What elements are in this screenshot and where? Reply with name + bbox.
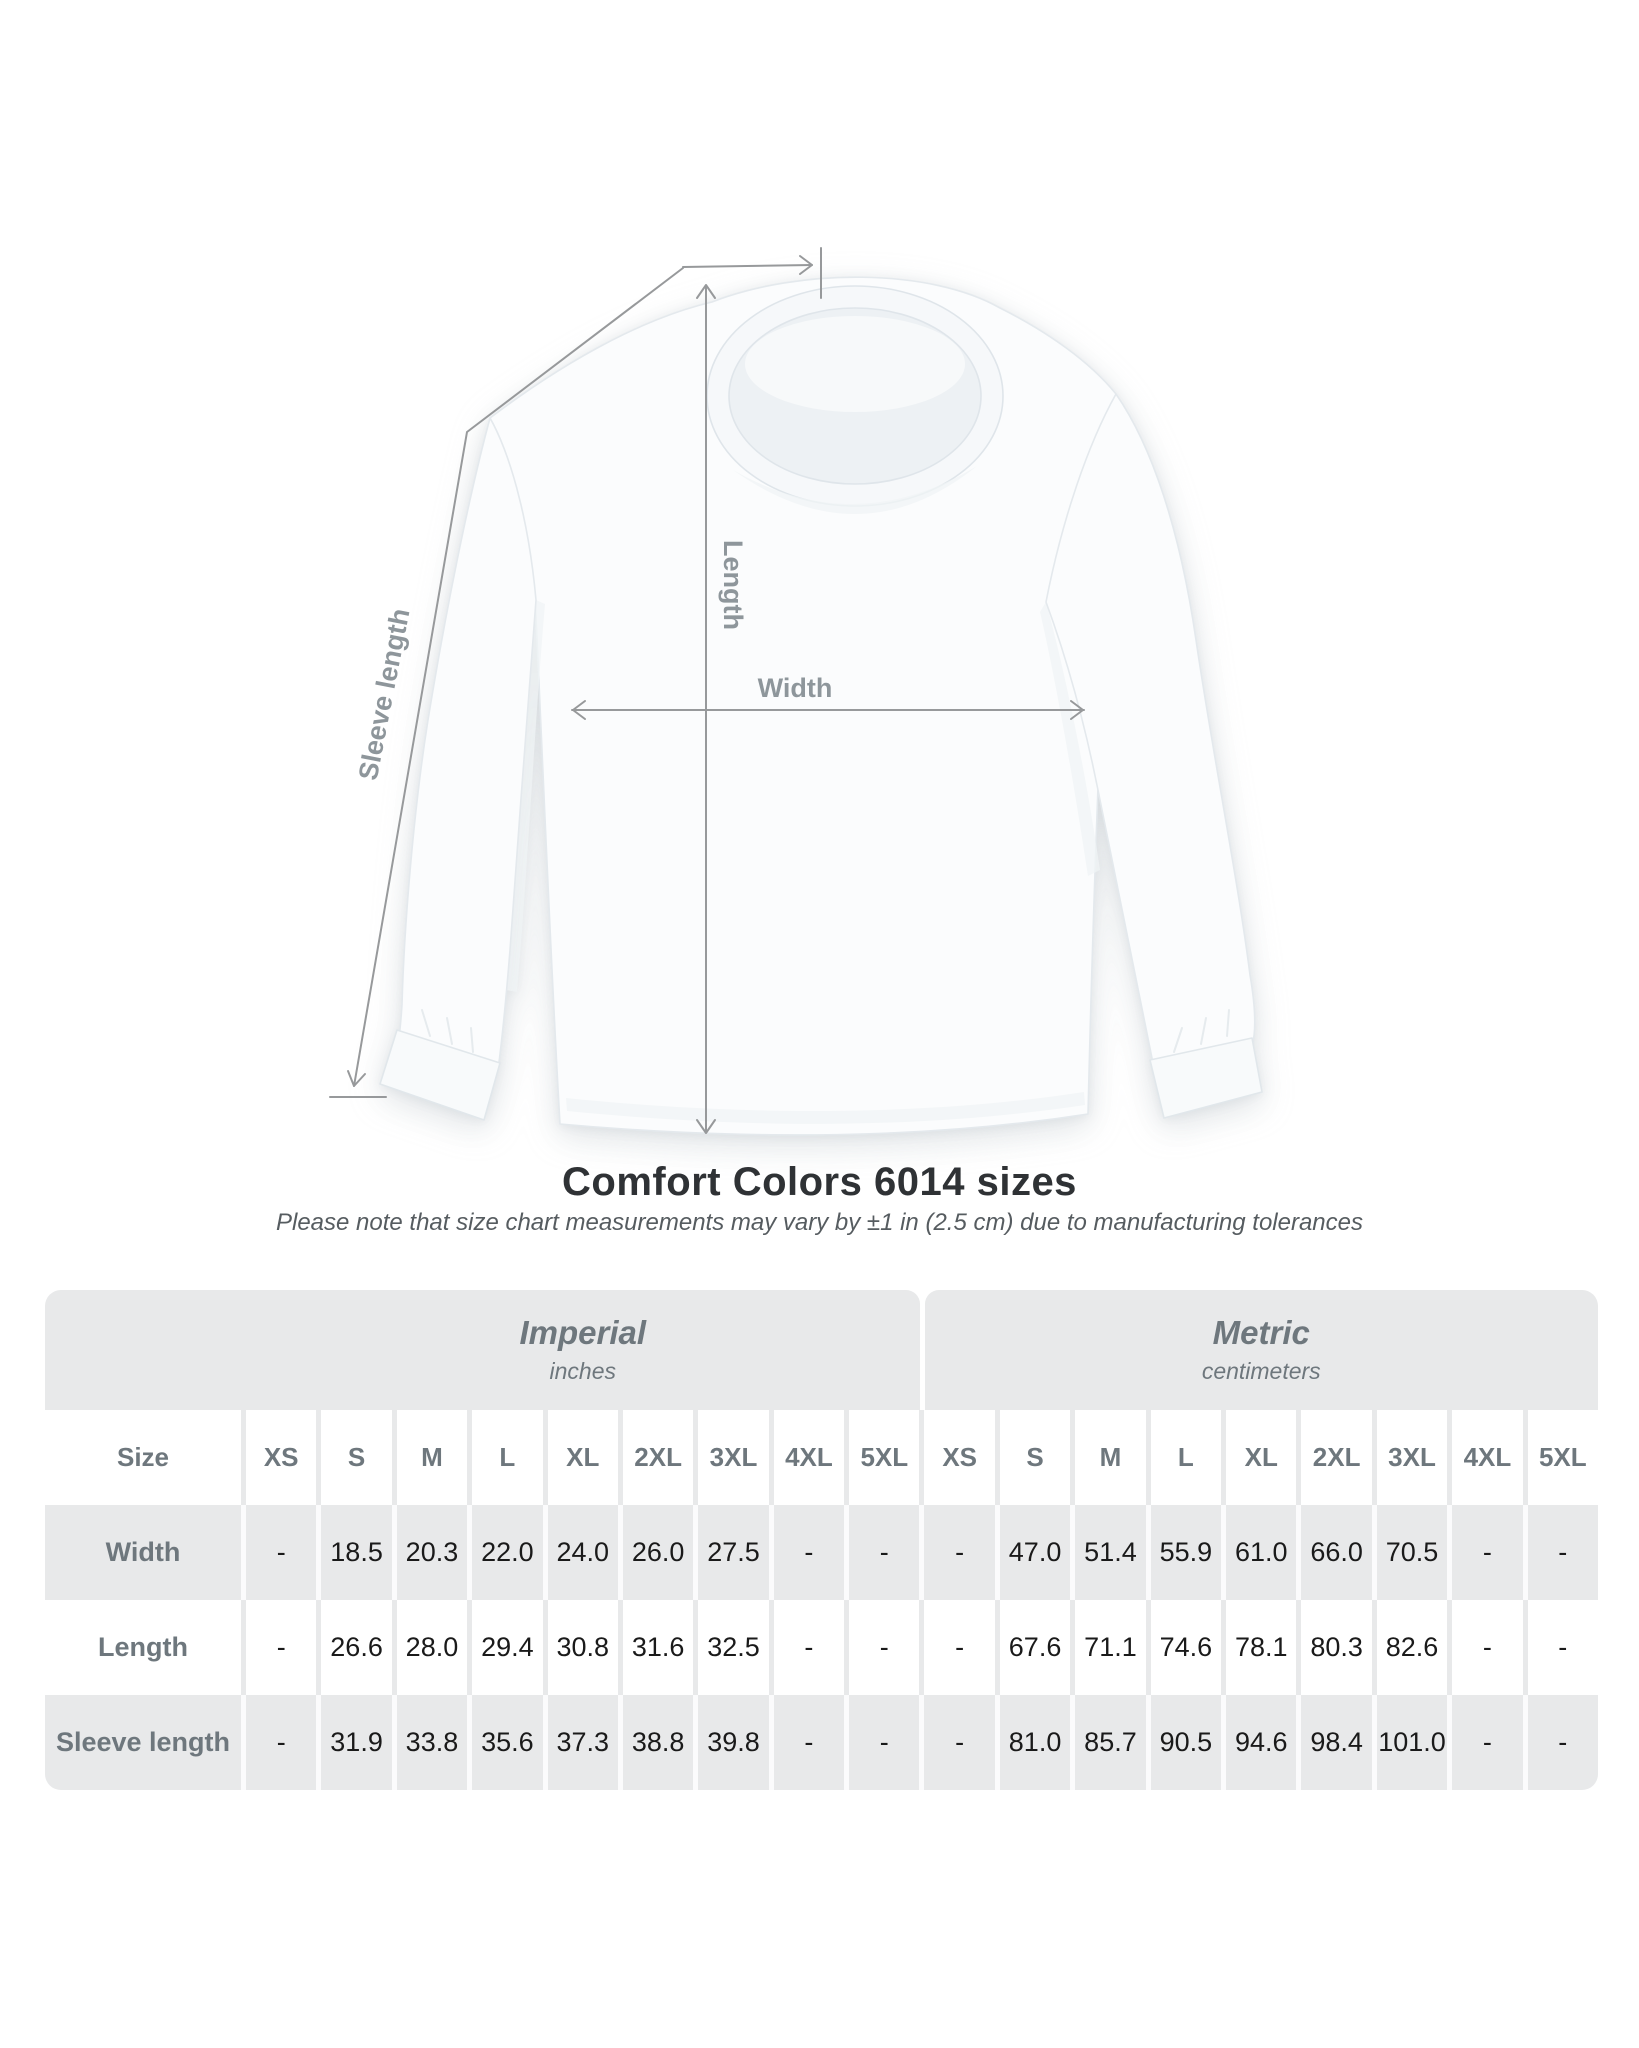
measurement-cell: 85.7 [1075, 1695, 1145, 1790]
size-column-header: L [472, 1410, 542, 1505]
metric-unit: centimeters [1201, 1358, 1321, 1384]
size-column-header: 5XL [1528, 1410, 1598, 1505]
row-label: Sleeve length [45, 1695, 241, 1790]
measurement-cell: - [1528, 1695, 1598, 1790]
measurement-cell: - [924, 1600, 994, 1695]
table-row-sleeve-length [45, 1695, 1598, 1790]
size-column-header: S [1000, 1410, 1070, 1505]
measurement-cell: 30.8 [548, 1600, 618, 1695]
size-column-header: XS [246, 1410, 316, 1505]
measurement-cell: - [1528, 1600, 1598, 1695]
measurement-cell: 51.4 [1075, 1505, 1145, 1600]
measurement-cell: - [1452, 1505, 1522, 1600]
length-label: Length [718, 540, 748, 630]
imperial-group-header [45, 1290, 920, 1410]
size-column-header: S [321, 1410, 391, 1505]
measurement-cell: 74.6 [1151, 1600, 1221, 1695]
measurement-cell: 98.4 [1301, 1695, 1371, 1790]
measurement-cell: 39.8 [698, 1695, 768, 1790]
measurement-cell: 18.5 [321, 1505, 391, 1600]
measurement-cell: - [924, 1695, 994, 1790]
measurement-cell: 35.6 [472, 1695, 542, 1790]
measurement-cell: - [246, 1505, 316, 1600]
measurement-cell: - [1452, 1695, 1522, 1790]
size-column-header: 5XL [849, 1410, 919, 1505]
size-table [45, 1290, 1598, 1790]
measurement-cell: - [849, 1505, 919, 1600]
measurement-cell: 20.3 [397, 1505, 467, 1600]
measurement-cell: - [1452, 1600, 1522, 1695]
measurement-cell: - [849, 1695, 919, 1790]
measurement-cell: 28.0 [397, 1600, 467, 1695]
measurement-cell: 22.0 [472, 1505, 542, 1600]
measurement-cell: 24.0 [548, 1505, 618, 1600]
measurement-cell: 70.5 [1377, 1505, 1447, 1600]
size-column-header: 2XL [623, 1410, 693, 1505]
measurement-cell: 33.8 [397, 1695, 467, 1790]
measurement-cell: 81.0 [1000, 1695, 1070, 1790]
size-column-header: M [1075, 1410, 1145, 1505]
measurement-cell: - [774, 1505, 844, 1600]
size-column-header: 2XL [1301, 1410, 1371, 1505]
measurement-cell: - [246, 1600, 316, 1695]
row-label: Length [45, 1600, 241, 1695]
size-column-header: L [1151, 1410, 1221, 1505]
measurement-cell: 37.3 [548, 1695, 618, 1790]
page-subtitle: Please note that size chart measurements may vary by ±1 in (2.5 cm) due to manufacturing tolerances [275, 1209, 1364, 1236]
measurement-cell: 32.5 [698, 1600, 768, 1695]
size-column-header: 3XL [1377, 1410, 1447, 1505]
size-column-header: M [397, 1410, 467, 1505]
width-label: Width [757, 673, 833, 703]
size-column-header: XL [1226, 1410, 1296, 1505]
measurement-cell: 66.0 [1301, 1505, 1371, 1600]
imperial-title: Imperial [519, 1314, 647, 1351]
measurement-cell: 31.6 [623, 1600, 693, 1695]
row-label: Width [45, 1505, 241, 1600]
size-column-header: 4XL [1452, 1410, 1522, 1505]
measurement-cell: - [924, 1505, 994, 1600]
measurement-cell: 78.1 [1226, 1600, 1296, 1695]
measurement-cell: 38.8 [623, 1695, 693, 1790]
unit-group-header-row [45, 1290, 1598, 1410]
measurement-cell: 26.6 [321, 1600, 391, 1695]
sleeve-length-label: Sleeve length [352, 605, 416, 783]
size-column-header: XL [548, 1410, 618, 1505]
table-header-row [45, 1410, 1598, 1505]
measurement-cell: 94.6 [1226, 1695, 1296, 1790]
table-row-width [45, 1505, 1598, 1600]
shirt-illustration [380, 277, 1262, 1135]
measurement-cell: 61.0 [1226, 1505, 1296, 1600]
measurement-cell: 71.1 [1075, 1600, 1145, 1695]
measurement-cell: 67.6 [1000, 1600, 1070, 1695]
measurement-cell: - [849, 1600, 919, 1695]
table-row-length [45, 1600, 1598, 1695]
metric-title: Metric [1212, 1314, 1310, 1351]
metric-group-header [925, 1290, 1599, 1410]
measurement-cell: 47.0 [1000, 1505, 1070, 1600]
measurement-cell: 80.3 [1301, 1600, 1371, 1695]
measurement-cell: 31.9 [321, 1695, 391, 1790]
size-column-header: 3XL [698, 1410, 768, 1505]
measurement-cell: 82.6 [1377, 1600, 1447, 1695]
measurement-cell: 27.5 [698, 1505, 768, 1600]
measurement-cell: 55.9 [1151, 1505, 1221, 1600]
measurement-cell: 90.5 [1151, 1695, 1221, 1790]
measurement-cell: 29.4 [472, 1600, 542, 1695]
measurement-cell: 26.0 [623, 1505, 693, 1600]
shoulder-pointer-line [683, 265, 812, 267]
size-column-header: 4XL [774, 1410, 844, 1505]
measurement-cell: - [1528, 1505, 1598, 1600]
size-table-rows [45, 1410, 1598, 1790]
size-header: Size [45, 1410, 241, 1505]
measurement-cell: - [774, 1695, 844, 1790]
measurement-cell: - [246, 1695, 316, 1790]
page-title: Comfort Colors 6014 sizes [562, 1160, 1077, 1204]
imperial-unit: inches [549, 1358, 616, 1384]
measurement-cell: 101.0 [1377, 1695, 1447, 1790]
size-column-header: XS [924, 1410, 994, 1505]
measurement-cell: - [774, 1600, 844, 1695]
